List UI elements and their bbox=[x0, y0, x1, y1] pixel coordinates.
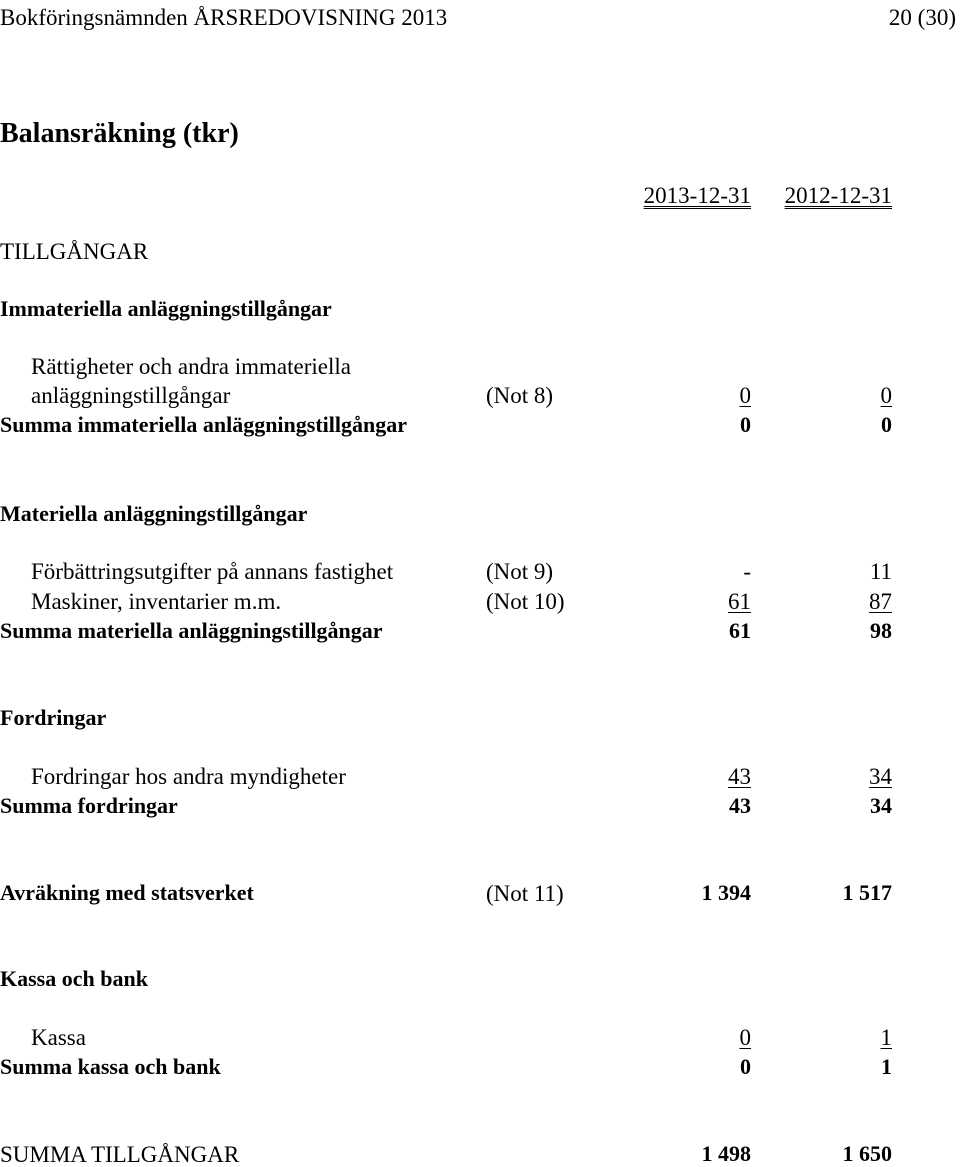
row-value-current: - bbox=[743, 559, 751, 584]
settlement-value-previous: 1 517 bbox=[842, 880, 892, 905]
row-label: Förbättringsutgifter på annans fastighet bbox=[31, 559, 394, 584]
sum-label: Summa materiella anläggningstillgångar bbox=[0, 618, 383, 643]
row-note: (Not 8) bbox=[486, 383, 554, 408]
group-heading-intangible: Immateriella anläggningstillgångar bbox=[0, 296, 332, 321]
sum-value-current: 0 bbox=[740, 1054, 751, 1079]
sum-value-current: 61 bbox=[729, 618, 751, 643]
sum-value-current: 43 bbox=[729, 793, 751, 818]
row-label: Rättigheter och andra immateriella bbox=[31, 354, 351, 379]
row-value-previous: 0 bbox=[880, 383, 892, 408]
sum-value-previous: 34 bbox=[870, 793, 892, 818]
group-heading-cash: Kassa och bank bbox=[0, 966, 148, 991]
sum-value-previous: 0 bbox=[881, 412, 892, 437]
row-value-previous: 87 bbox=[869, 589, 892, 614]
row-value-previous: 11 bbox=[869, 559, 892, 584]
row-value-current: 0 bbox=[739, 1025, 751, 1050]
page-title: Balansräkning (tkr) bbox=[0, 118, 239, 149]
sum-value-previous: 1 bbox=[881, 1054, 892, 1079]
row-note: (Not 9) bbox=[486, 559, 554, 584]
sum-value-current: 0 bbox=[740, 412, 751, 437]
row-value-current: 43 bbox=[728, 764, 751, 789]
row-label: anläggningstillgångar bbox=[31, 383, 231, 408]
row-label: Kassa bbox=[31, 1025, 86, 1050]
total-value-previous: 1 650 bbox=[842, 1141, 892, 1166]
column-header-current: 2013-12-31 bbox=[643, 183, 751, 208]
column-header-previous: 2012-12-31 bbox=[784, 183, 892, 208]
sum-label: Summa kassa och bank bbox=[0, 1054, 221, 1079]
sum-label: Summa fordringar bbox=[0, 793, 178, 818]
document-header: Bokföringsnämnden ÅRSREDOVISNING 2013 bbox=[0, 5, 448, 30]
row-value-previous: 1 bbox=[880, 1025, 892, 1050]
row-value-previous: 34 bbox=[869, 764, 892, 789]
row-note: (Not 10) bbox=[486, 589, 565, 614]
total-value-current: 1 498 bbox=[701, 1141, 751, 1166]
group-heading-receivables: Fordringar bbox=[0, 705, 107, 730]
sum-label: Summa immateriella anläggningstillgångar bbox=[0, 412, 407, 437]
row-label: Fordringar hos andra myndigheter bbox=[31, 764, 346, 789]
row-note: (Not 11) bbox=[486, 881, 564, 906]
row-value-current: 0 bbox=[739, 383, 751, 408]
total-label: SUMMA TILLGÅNGAR bbox=[0, 1142, 240, 1167]
sum-value-previous: 98 bbox=[870, 618, 892, 643]
group-heading-tangible: Materiella anläggningstillgångar bbox=[0, 501, 308, 526]
section-heading-assets: TILLGÅNGAR bbox=[0, 239, 149, 264]
page-number: 20 (30) bbox=[888, 5, 956, 30]
row-label: Maskiner, inventarier m.m. bbox=[31, 589, 282, 614]
settlement-label: Avräkning med statsverket bbox=[0, 880, 254, 905]
row-value-current: 61 bbox=[728, 589, 751, 614]
settlement-value-current: 1 394 bbox=[701, 880, 751, 905]
